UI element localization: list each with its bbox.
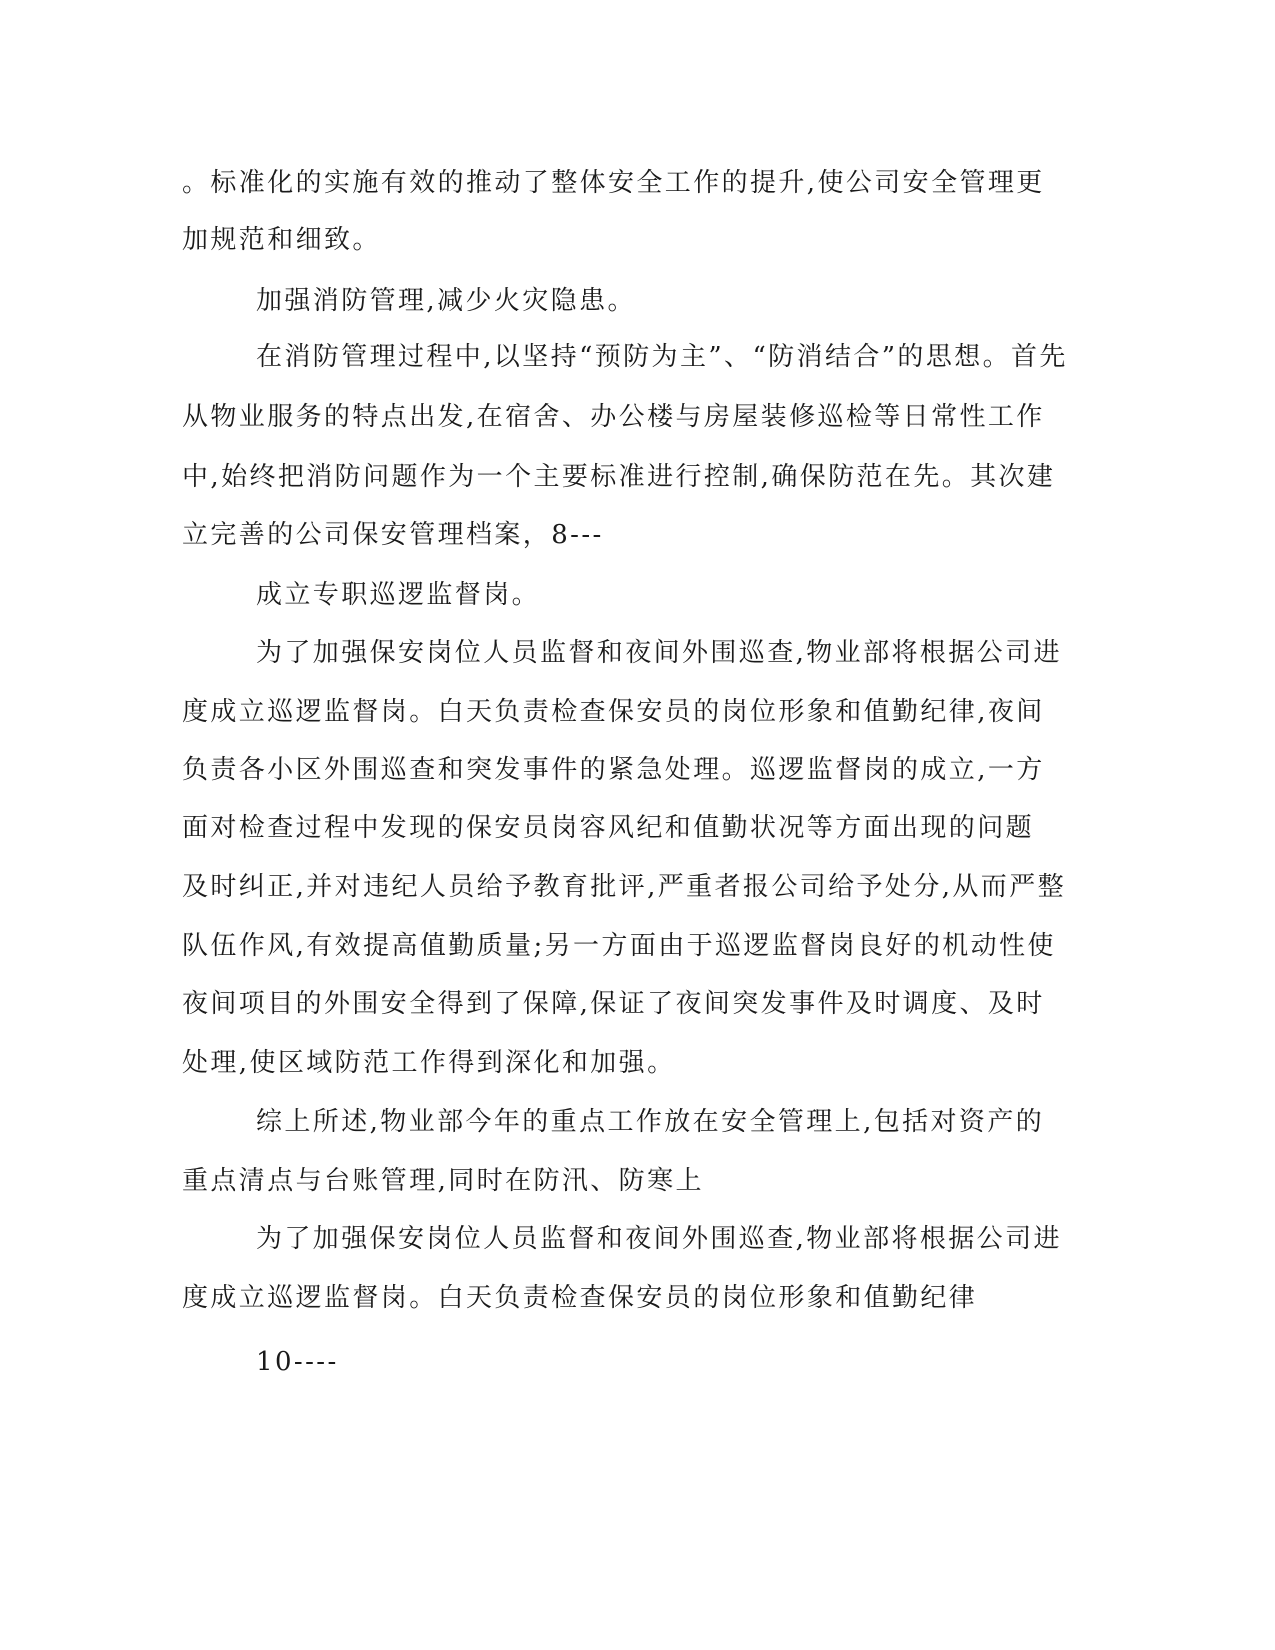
text-line: 。标准化的实施有效的推动了整体安全工作的提升,使公司安全管理更 [182, 168, 1045, 198]
section-heading: 加强消防管理,减少火灾隐患。 [256, 286, 636, 316]
text-line: 中,始终把消防问题作为一个主要标准进行控制,确保防范在先。其次建 [182, 462, 1056, 492]
text-line: 处理,使区域防范工作得到深化和加强。 [182, 1048, 676, 1078]
page-number: 10---- [256, 1347, 339, 1377]
text-line: 及时纠正,并对违纪人员给予教育批评,严重者报公司给予处分,从而严整 [182, 872, 1066, 902]
text-line: 为了加强保安岗位人员监督和夜间外围巡查,物业部将根据公司进 [256, 638, 1062, 668]
text-line: 加规范和细致。 [182, 225, 381, 255]
text-line: 度成立巡逻监督岗。白天负责检查保安员的岗位形象和值勤纪律 [182, 1283, 978, 1313]
text-line: 度成立巡逻监督岗。白天负责检查保安员的岗位形象和值勤纪律,夜间 [182, 697, 1045, 727]
text-line: 立完善的公司保安管理档案，8--- [182, 520, 604, 550]
text-line: 队伍作风,有效提高值勤质量;另一方面由于巡逻监督岗良好的机动性使 [182, 931, 1056, 961]
text-line: 面对检查过程中发现的保安员岗容风纪和值勤状况等方面出现的问题 [182, 813, 1035, 843]
text-line: 重点清点与台账管理,同时在防汛、防寒上 [182, 1166, 704, 1196]
text-line: 负责各小区外围巡查和突发事件的紧急处理。巡逻监督岗的成立,一方 [182, 755, 1045, 785]
text-line: 为了加强保安岗位人员监督和夜间外围巡查,物业部将根据公司进 [256, 1224, 1062, 1254]
section-heading: 成立专职巡逻监督岗。 [256, 580, 541, 610]
text-line: 夜间项目的外围安全得到了保障,保证了夜间突发事件及时调度、及时 [182, 989, 1045, 1019]
text-line: 在消防管理过程中,以坚持“预防为主”、“防消结合”的思想。首先 [256, 342, 1068, 372]
text-line: 从物业服务的特点出发,在宿舍、办公楼与房屋装修巡检等日常性工作 [182, 402, 1045, 432]
text-line: 综上所述,物业部今年的重点工作放在安全管理上,包括对资产的 [256, 1107, 1045, 1137]
